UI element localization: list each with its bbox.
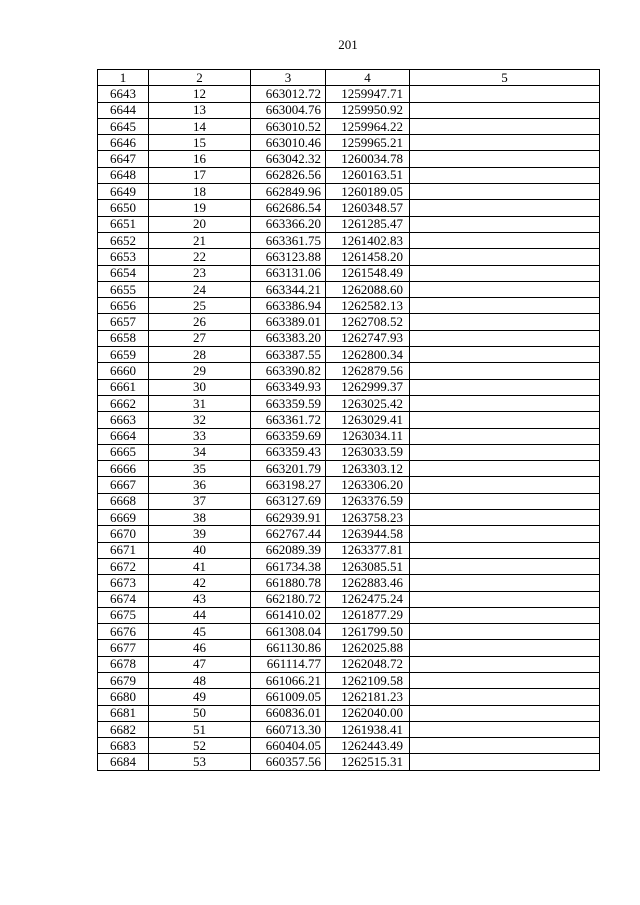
note-cell: [410, 167, 600, 183]
x-coordinate-cell: 663387.55: [251, 347, 326, 363]
header-cell-3: 3: [251, 70, 326, 86]
note-cell: [410, 135, 600, 151]
point-index-cell: 15: [149, 135, 251, 151]
point-index-cell: 41: [149, 558, 251, 574]
y-coordinate-cell: 1262879.56: [326, 363, 410, 379]
table-row: [98, 216, 600, 232]
point-index-cell: 48: [149, 672, 251, 688]
table-row: [98, 249, 600, 265]
note-cell: [410, 265, 600, 281]
note-cell: [410, 249, 600, 265]
point-index-cell: 44: [149, 607, 251, 623]
x-coordinate-cell: 661734.38: [251, 558, 326, 574]
note-cell: [410, 510, 600, 526]
y-coordinate-cell: 1260189.05: [326, 184, 410, 200]
x-coordinate-cell: 663386.94: [251, 298, 326, 314]
table-row: [98, 281, 600, 297]
point-index-cell: 33: [149, 428, 251, 444]
point-index-cell: 31: [149, 395, 251, 411]
x-coordinate-cell: 663010.52: [251, 118, 326, 134]
point-number-cell: 6657: [98, 314, 149, 330]
point-index-cell: 26: [149, 314, 251, 330]
table-row: [98, 265, 600, 281]
y-coordinate-cell: 1262999.37: [326, 379, 410, 395]
point-index-cell: 37: [149, 493, 251, 509]
y-coordinate-cell: 1261877.29: [326, 607, 410, 623]
point-number-cell: 6684: [98, 754, 149, 770]
x-coordinate-cell: 663349.93: [251, 379, 326, 395]
point-index-cell: 43: [149, 591, 251, 607]
point-index-cell: 17: [149, 167, 251, 183]
note-cell: [410, 395, 600, 411]
note-cell: [410, 558, 600, 574]
header-cell-5: 5: [410, 70, 600, 86]
y-coordinate-cell: 1261402.83: [326, 232, 410, 248]
y-coordinate-cell: 1263377.81: [326, 542, 410, 558]
point-index-cell: 46: [149, 640, 251, 656]
x-coordinate-cell: 663359.43: [251, 444, 326, 460]
y-coordinate-cell: 1261458.20: [326, 249, 410, 265]
point-number-cell: 6644: [98, 102, 149, 118]
x-coordinate-cell: 663359.59: [251, 395, 326, 411]
point-number-cell: 6665: [98, 444, 149, 460]
y-coordinate-cell: 1263085.51: [326, 558, 410, 574]
y-coordinate-cell: 1259947.71: [326, 86, 410, 102]
point-number-cell: 6676: [98, 624, 149, 640]
y-coordinate-cell: 1262088.60: [326, 281, 410, 297]
y-coordinate-cell: 1260163.51: [326, 167, 410, 183]
point-number-cell: 6656: [98, 298, 149, 314]
note-cell: [410, 428, 600, 444]
point-index-cell: 28: [149, 347, 251, 363]
point-number-cell: 6675: [98, 607, 149, 623]
y-coordinate-cell: 1259965.21: [326, 135, 410, 151]
y-coordinate-cell: 1262181.23: [326, 689, 410, 705]
x-coordinate-cell: 663383.20: [251, 330, 326, 346]
x-coordinate-cell: 663127.69: [251, 493, 326, 509]
point-number-cell: 6653: [98, 249, 149, 265]
table-row: [98, 167, 600, 183]
x-coordinate-cell: 663201.79: [251, 461, 326, 477]
y-coordinate-cell: 1263025.42: [326, 395, 410, 411]
note-cell: [410, 444, 600, 460]
point-number-cell: 6674: [98, 591, 149, 607]
table-row: [98, 395, 600, 411]
point-number-cell: 6659: [98, 347, 149, 363]
x-coordinate-cell: 663042.32: [251, 151, 326, 167]
point-number-cell: 6648: [98, 167, 149, 183]
table-row: [98, 607, 600, 623]
note-cell: [410, 575, 600, 591]
table-row: [98, 493, 600, 509]
point-index-cell: 30: [149, 379, 251, 395]
y-coordinate-cell: 1262048.72: [326, 656, 410, 672]
point-index-cell: 34: [149, 444, 251, 460]
point-number-cell: 6667: [98, 477, 149, 493]
note-cell: [410, 477, 600, 493]
note-cell: [410, 281, 600, 297]
table-row: [98, 477, 600, 493]
table-row: [98, 428, 600, 444]
point-index-cell: 19: [149, 200, 251, 216]
point-index-cell: 23: [149, 265, 251, 281]
point-index-cell: 29: [149, 363, 251, 379]
table-row: [98, 232, 600, 248]
point-index-cell: 36: [149, 477, 251, 493]
x-coordinate-cell: 660404.05: [251, 738, 326, 754]
header-cell-4: 4: [326, 70, 410, 86]
point-index-cell: 21: [149, 232, 251, 248]
point-index-cell: 39: [149, 526, 251, 542]
x-coordinate-cell: 662939.91: [251, 510, 326, 526]
point-number-cell: 6666: [98, 461, 149, 477]
table-row: [98, 347, 600, 363]
x-coordinate-cell: 660713.30: [251, 721, 326, 737]
point-index-cell: 50: [149, 705, 251, 721]
point-index-cell: 25: [149, 298, 251, 314]
table-row: [98, 151, 600, 167]
point-number-cell: 6652: [98, 232, 149, 248]
y-coordinate-cell: 1261285.47: [326, 216, 410, 232]
y-coordinate-cell: 1263033.59: [326, 444, 410, 460]
point-number-cell: 6664: [98, 428, 149, 444]
table-row: [98, 754, 600, 770]
table-row: [98, 135, 600, 151]
x-coordinate-cell: 662767.44: [251, 526, 326, 542]
note-cell: [410, 689, 600, 705]
note-cell: [410, 672, 600, 688]
point-index-cell: 12: [149, 86, 251, 102]
note-cell: [410, 314, 600, 330]
point-number-cell: 6649: [98, 184, 149, 200]
note-cell: [410, 754, 600, 770]
x-coordinate-cell: 663361.72: [251, 412, 326, 428]
y-coordinate-cell: 1259950.92: [326, 102, 410, 118]
table-row: [98, 705, 600, 721]
x-coordinate-cell: 661880.78: [251, 575, 326, 591]
x-coordinate-cell: 663361.75: [251, 232, 326, 248]
y-coordinate-cell: 1259964.22: [326, 118, 410, 134]
table-row: [98, 542, 600, 558]
point-number-cell: 6677: [98, 640, 149, 656]
point-index-cell: 24: [149, 281, 251, 297]
table-row: [98, 330, 600, 346]
y-coordinate-cell: 1260348.57: [326, 200, 410, 216]
y-coordinate-cell: 1263944.58: [326, 526, 410, 542]
note-cell: [410, 232, 600, 248]
note-cell: [410, 184, 600, 200]
table-row: [98, 363, 600, 379]
x-coordinate-cell: 663198.27: [251, 477, 326, 493]
note-cell: [410, 640, 600, 656]
note-cell: [410, 200, 600, 216]
y-coordinate-cell: 1262515.31: [326, 754, 410, 770]
point-number-cell: 6654: [98, 265, 149, 281]
table-row: [98, 591, 600, 607]
point-index-cell: 49: [149, 689, 251, 705]
y-coordinate-cell: 1262582.13: [326, 298, 410, 314]
x-coordinate-cell: 663389.01: [251, 314, 326, 330]
table-row: [98, 298, 600, 314]
table-row: [98, 575, 600, 591]
x-coordinate-cell: 663004.76: [251, 102, 326, 118]
point-number-cell: 6670: [98, 526, 149, 542]
point-number-cell: 6658: [98, 330, 149, 346]
y-coordinate-cell: 1262040.00: [326, 705, 410, 721]
table-row: [98, 721, 600, 737]
table-row: [98, 738, 600, 754]
point-index-cell: 38: [149, 510, 251, 526]
y-coordinate-cell: 1263029.41: [326, 412, 410, 428]
note-cell: [410, 721, 600, 737]
point-number-cell: 6655: [98, 281, 149, 297]
point-number-cell: 6672: [98, 558, 149, 574]
coordinates-table: [97, 69, 600, 771]
point-index-cell: 20: [149, 216, 251, 232]
point-index-cell: 13: [149, 102, 251, 118]
point-number-cell: 6682: [98, 721, 149, 737]
y-coordinate-cell: 1262443.49: [326, 738, 410, 754]
point-index-cell: 35: [149, 461, 251, 477]
note-cell: [410, 656, 600, 672]
note-cell: [410, 363, 600, 379]
x-coordinate-cell: 663123.88: [251, 249, 326, 265]
point-number-cell: 6661: [98, 379, 149, 395]
y-coordinate-cell: 1261799.50: [326, 624, 410, 640]
note-cell: [410, 705, 600, 721]
x-coordinate-cell: 663012.72: [251, 86, 326, 102]
y-coordinate-cell: 1262708.52: [326, 314, 410, 330]
table-row: [98, 461, 600, 477]
x-coordinate-cell: 662686.54: [251, 200, 326, 216]
point-index-cell: 14: [149, 118, 251, 134]
point-index-cell: 52: [149, 738, 251, 754]
point-index-cell: 51: [149, 721, 251, 737]
table-row: [98, 184, 600, 200]
table-row: [98, 86, 600, 102]
coordinates-table-body: [98, 70, 600, 771]
y-coordinate-cell: 1262800.34: [326, 347, 410, 363]
y-coordinate-cell: 1262747.93: [326, 330, 410, 346]
point-number-cell: 6683: [98, 738, 149, 754]
x-coordinate-cell: 663359.69: [251, 428, 326, 444]
note-cell: [410, 102, 600, 118]
table-row: [98, 656, 600, 672]
point-number-cell: 6678: [98, 656, 149, 672]
x-coordinate-cell: 661066.21: [251, 672, 326, 688]
table-row: [98, 624, 600, 640]
y-coordinate-cell: 1262025.88: [326, 640, 410, 656]
point-index-cell: 42: [149, 575, 251, 591]
table-row: [98, 558, 600, 574]
note-cell: [410, 330, 600, 346]
x-coordinate-cell: 661308.04: [251, 624, 326, 640]
point-number-cell: 6646: [98, 135, 149, 151]
x-coordinate-cell: 662826.56: [251, 167, 326, 183]
table-row: [98, 444, 600, 460]
point-number-cell: 6643: [98, 86, 149, 102]
x-coordinate-cell: 660836.01: [251, 705, 326, 721]
note-cell: [410, 493, 600, 509]
y-coordinate-cell: 1262883.46: [326, 575, 410, 591]
point-index-cell: 47: [149, 656, 251, 672]
note-cell: [410, 151, 600, 167]
x-coordinate-cell: 663131.06: [251, 265, 326, 281]
point-number-cell: 6669: [98, 510, 149, 526]
point-index-cell: 16: [149, 151, 251, 167]
point-number-cell: 6680: [98, 689, 149, 705]
header-cell-1: 1: [98, 70, 149, 86]
x-coordinate-cell: 663366.20: [251, 216, 326, 232]
x-coordinate-cell: 661410.02: [251, 607, 326, 623]
header-row: [98, 70, 600, 86]
note-cell: [410, 591, 600, 607]
note-cell: [410, 298, 600, 314]
point-index-cell: 32: [149, 412, 251, 428]
note-cell: [410, 526, 600, 542]
note-cell: [410, 347, 600, 363]
point-index-cell: 27: [149, 330, 251, 346]
x-coordinate-cell: 663390.82: [251, 363, 326, 379]
point-number-cell: 6668: [98, 493, 149, 509]
x-coordinate-cell: 661114.77: [251, 656, 326, 672]
y-coordinate-cell: 1263306.20: [326, 477, 410, 493]
table-row: [98, 689, 600, 705]
table-row: [98, 640, 600, 656]
point-number-cell: 6647: [98, 151, 149, 167]
note-cell: [410, 738, 600, 754]
x-coordinate-cell: 662180.72: [251, 591, 326, 607]
y-coordinate-cell: 1260034.78: [326, 151, 410, 167]
table-row: [98, 102, 600, 118]
table-row: [98, 379, 600, 395]
table-row: [98, 510, 600, 526]
x-coordinate-cell: 660357.56: [251, 754, 326, 770]
x-coordinate-cell: 662849.96: [251, 184, 326, 200]
x-coordinate-cell: 661130.86: [251, 640, 326, 656]
x-coordinate-cell: 663344.21: [251, 281, 326, 297]
point-number-cell: 6645: [98, 118, 149, 134]
point-number-cell: 6673: [98, 575, 149, 591]
note-cell: [410, 607, 600, 623]
note-cell: [410, 118, 600, 134]
point-number-cell: 6671: [98, 542, 149, 558]
x-coordinate-cell: 662089.39: [251, 542, 326, 558]
point-number-cell: 6679: [98, 672, 149, 688]
note-cell: [410, 461, 600, 477]
note-cell: [410, 86, 600, 102]
x-coordinate-cell: 661009.05: [251, 689, 326, 705]
x-coordinate-cell: 663010.46: [251, 135, 326, 151]
point-number-cell: 6650: [98, 200, 149, 216]
point-number-cell: 6660: [98, 363, 149, 379]
table-row: [98, 314, 600, 330]
y-coordinate-cell: 1262109.58: [326, 672, 410, 688]
y-coordinate-cell: 1263758.23: [326, 510, 410, 526]
table-row: [98, 118, 600, 134]
point-index-cell: 22: [149, 249, 251, 265]
y-coordinate-cell: 1261938.41: [326, 721, 410, 737]
point-index-cell: 53: [149, 754, 251, 770]
point-index-cell: 40: [149, 542, 251, 558]
note-cell: [410, 624, 600, 640]
table-row: [98, 412, 600, 428]
table-row: [98, 526, 600, 542]
header-cell-2: 2: [149, 70, 251, 86]
point-number-cell: 6651: [98, 216, 149, 232]
point-index-cell: 45: [149, 624, 251, 640]
y-coordinate-cell: 1263034.11: [326, 428, 410, 444]
point-number-cell: 6662: [98, 395, 149, 411]
point-index-cell: 18: [149, 184, 251, 200]
table-row: [98, 672, 600, 688]
table-row: [98, 200, 600, 216]
point-number-cell: 6681: [98, 705, 149, 721]
y-coordinate-cell: 1261548.49: [326, 265, 410, 281]
note-cell: [410, 412, 600, 428]
note-cell: [410, 542, 600, 558]
y-coordinate-cell: 1263376.59: [326, 493, 410, 509]
point-number-cell: 6663: [98, 412, 149, 428]
note-cell: [410, 379, 600, 395]
page-number: 201: [338, 37, 358, 52]
note-cell: [410, 216, 600, 232]
y-coordinate-cell: 1262475.24: [326, 591, 410, 607]
y-coordinate-cell: 1263303.12: [326, 461, 410, 477]
